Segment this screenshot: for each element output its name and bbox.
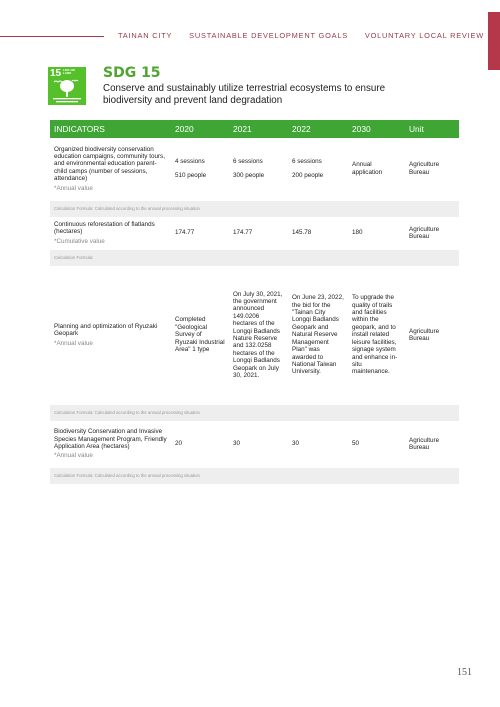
sdg-title: SDG 15 — [103, 65, 161, 81]
cell-2022 — [288, 138, 348, 200]
cell-unit: Agriculture Bureau — [405, 138, 459, 200]
indicator-text: Planning and optimization of Ryuzaki Geopark — [54, 322, 158, 338]
cell-2021: 30 — [229, 421, 288, 467]
sdg-15-icon — [48, 67, 86, 105]
indicators-table — [50, 120, 459, 485]
cell-2021: 174.77 — [229, 217, 288, 249]
table-row — [50, 217, 459, 249]
cell-2021 — [229, 138, 288, 200]
sdg-icon-label: LIFE ON LAND — [63, 68, 75, 76]
side-tab — [488, 12, 500, 70]
cell-2020-sessions: 4 sessions — [175, 158, 205, 166]
indicator-cell — [50, 421, 171, 467]
cell-2030: To upgrade the quality of trails and facilities within the geopark, and to install related leisure facilities, signage system and enhance in-situ maintenance. — [348, 266, 405, 404]
cell-2022: 145.78 — [288, 217, 348, 249]
indicator-cell — [50, 138, 171, 200]
table-header-row — [50, 120, 459, 138]
cell-2020 — [171, 138, 229, 200]
cell-2022-sessions: 6 sessions — [292, 158, 322, 166]
formula-row — [50, 404, 459, 421]
sdg-description: Conserve and sustainably utilize terrestrial ecosystems to ensure biodiversity and prevent land degradation — [103, 83, 386, 106]
indicator-text: Biodiversity Conservation and Invasive Species Management Program, Friendly Application Area (hectares) — [54, 428, 167, 450]
col-header-unit: Unit — [405, 120, 459, 138]
indicator-text: Organized biodiversity conservation education campaigns, community tours, and environmental education parent-child camps (number of sessions, attendance) — [54, 145, 165, 183]
cell-2022: On June 23, 2022, the bid for the "Tainan City Longqi Badlands Geopark and Natural Reserve Management Plan" was awarded to National Taiwan University. — [288, 266, 348, 404]
table-row — [50, 421, 459, 467]
cell-2021-people: 300 people — [233, 171, 265, 179]
cell-2020-people: 510 people — [175, 171, 207, 179]
indicator-text: Continuous reforestation of flatlands (hectares) — [54, 220, 155, 236]
formula-row — [50, 467, 459, 484]
col-header-2030: 2030 — [348, 120, 405, 138]
cell-unit: Agriculture Bureau — [405, 266, 459, 404]
formula-text: Calculation Formula: Calculated according to the annual processing situation — [50, 404, 459, 421]
tree-bird-icon — [52, 78, 82, 104]
indicator-cell — [50, 217, 171, 249]
cell-unit: Agriculture Bureau — [405, 421, 459, 467]
formula-text: Calculation Formula: — [50, 249, 459, 266]
header-city: TAINAN CITY — [118, 31, 173, 40]
col-header-indicators: INDICATORS — [50, 120, 171, 138]
value-type: *Annual value — [54, 452, 93, 460]
cell-2020: Completed "Geological Survey of Ryuzaki Industrial Area" 1 type — [171, 266, 229, 404]
sdg-icon-number: 15 — [50, 68, 62, 79]
cell-2022-people: 200 people — [292, 171, 324, 179]
header-rule — [0, 36, 104, 37]
value-type: *Cumulative value — [54, 237, 105, 245]
page-number: 151 — [457, 667, 472, 678]
formula-text: Calculation Formula: Calculated according to the annual processing situation — [50, 467, 459, 484]
cell-2030: 180 — [348, 217, 405, 249]
cell-unit: Agriculture Bureau — [405, 217, 459, 249]
indicator-cell — [50, 266, 171, 404]
table-row — [50, 138, 459, 200]
col-header-2021: 2021 — [229, 120, 288, 138]
cell-2020: 20 — [171, 421, 229, 467]
formula-text: Calculation Formula: Calculated according to the annual processing situation — [50, 200, 459, 217]
formula-row — [50, 200, 459, 217]
header-review: VOLUNTARY LOCAL REVIEW — [364, 31, 485, 40]
value-type: *Annual value — [54, 339, 93, 347]
cell-2021: On July 30, 2021, the government announced 149.0206 hectares of the Longqi Badlands Nature Reserve and 132.0258 hectares of the Longqi Badlands Geopark on July 30, 2021. — [229, 266, 288, 404]
cell-2021-sessions: 6 sessions — [233, 158, 263, 166]
formula-row — [50, 249, 459, 266]
value-type: *Annual value — [54, 184, 93, 192]
header-goals: SUSTAINABLE DEVELOPMENT GOALS — [189, 31, 348, 40]
cell-2030: 50 — [348, 421, 405, 467]
table-row — [50, 266, 459, 404]
col-header-2022: 2022 — [288, 120, 348, 138]
cell-2022: 30 — [288, 421, 348, 467]
running-header — [118, 31, 498, 40]
cell-2030: Annual application — [348, 138, 405, 200]
col-header-2020: 2020 — [171, 120, 229, 138]
cell-2020: 174.77 — [171, 217, 229, 249]
